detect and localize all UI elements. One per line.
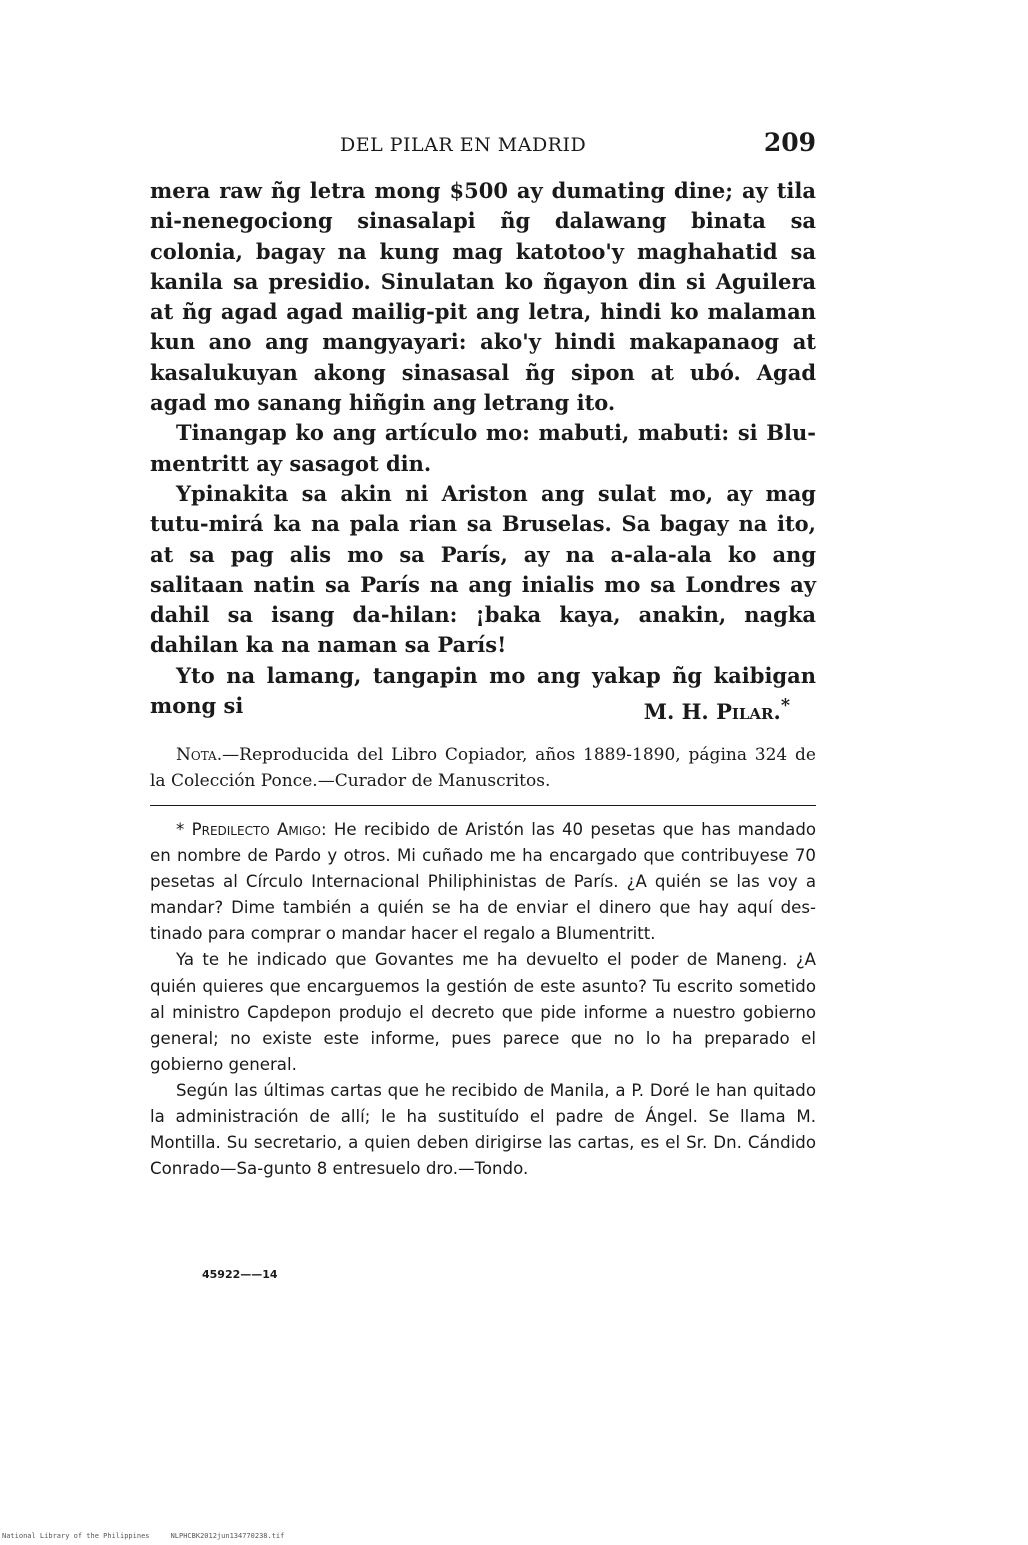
running-head: DEL PILAR EN MADRID <box>340 134 587 156</box>
footnote <box>150 817 816 1182</box>
footnote-reference: * <box>780 696 790 716</box>
footnote-salutation: Predilecto Amigo <box>191 820 321 839</box>
footnote-paragraph: : He recibido de Aristón las 40 pesetas que has mandado en nombre de Pardo y otros. Mi cuñado me ha encargado que contribuyese 70 pesetas al Círculo Internacional Philiphinistas de París. ¿A quién se las voy a mandar? Dime también a quién se ha de enviar el dinero que hay aquí des-tinado para comprar o mandar hacer el regalo a Blumentritt. <box>150 820 816 944</box>
footnote-paragraph: Según las últimas cartas que he recibido de Manila, a P. Doré le han quitado la administración de allí; le ha sustituído el padre de Ángel. Se llama M. Montilla. Su secretario, a quien deben dirigirse las cartas, es el Sr. Dn. Cándido Conrado—Sa-gunto 8 entresuelo dro.—Tondo. <box>150 1080 816 1179</box>
editorial-note <box>150 742 816 794</box>
page-number: 209 <box>763 128 816 157</box>
body-paragraph: Yto na lamang, tangapin mo ang yakap ñg kaibigan mong si <box>150 662 816 719</box>
footnote-paragraph: Ya te he indicado que Govantes me ha devuelto el poder de Maneng. ¿A quién quieres que encarguemos la gestión de este asunto? Tu escrito sometido al ministro Capdepon produjo el decreto que pide informe a nuestro gobierno general; no existe este informe, pues parece que no lo ha preparado el gobierno general. <box>150 950 816 1074</box>
note-text: —Reproducida del Libro Copiador, años 1889-1890, página 324 de la Colección Ponce.—Curador de Manuscritos. <box>150 745 816 791</box>
note-label: Nota. <box>176 745 223 765</box>
body-paragraph: Ypinakita sa akin ni Ariston ang sulat mo, ay mag tutu-mirá ka na pala rian sa Bruselas. Sa bagay na ito, at sa pag alis mo sa París, ay na a-ala-ala ko ang salitaan natin sa París na ang inialis mo sa Londres ay dahil sa isang da-hilan: ¡baka kaya, anakin, nagka dahilan ka na naman sa París! <box>150 480 816 658</box>
signature-name: Pilar. <box>716 699 781 724</box>
signature-initials: M. H. <box>643 699 709 724</box>
body-paragraph: Tinangap ko ang artículo mo: mabuti, mabuti: si Blu-mentritt ay sasagot din. <box>150 420 816 476</box>
body-paragraph: mera raw ñg letra mong $500 ay dumating dine; ay tila ni-nenegociong sinasalapi ñg dalawang binata sa colonia, bagay na kung mag katotoo'y maghahatid sa kanila sa presidio. Sinulatan ko ñgayon din si Aguilera at ñg agad agad mailig-pit ang letra, hindi ko malaman kun ano ang mangyayari: ako'y hindi makapanaog at kasalukuyan akong sinasasal ñg sipon at ubó. Agad agad mo sanang hiñgin ang letrang ito. <box>150 178 816 416</box>
signature <box>150 696 816 724</box>
page-header <box>150 128 816 164</box>
letter-body <box>150 176 816 721</box>
scan-footer: National Library of the Philippines NLPHCBK2012jun134770238.tif <box>2 1532 285 1540</box>
footnote-marker: * <box>176 820 192 839</box>
printer-signature-mark: 45922——14 <box>202 1268 278 1281</box>
footnote-divider <box>150 805 816 806</box>
